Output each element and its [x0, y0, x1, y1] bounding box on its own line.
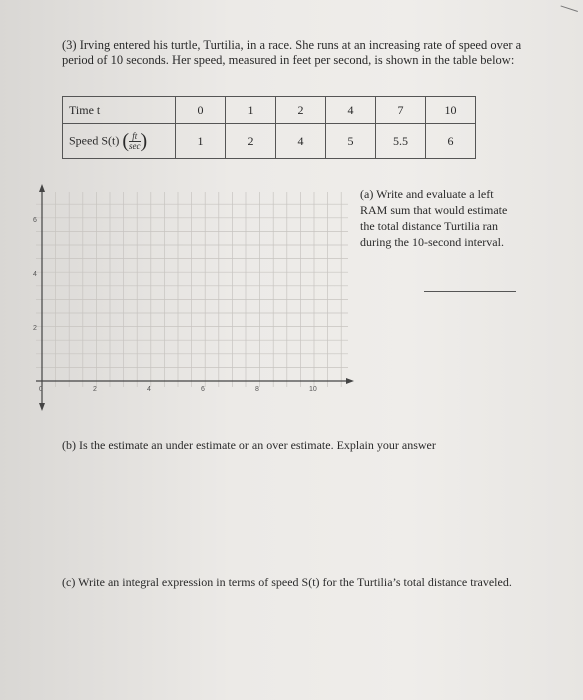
time-cell: 0: [176, 97, 226, 124]
unit-denominator: sec: [129, 140, 141, 151]
speed-label: Speed S(t): [69, 132, 120, 147]
problem-text: (3) Irving entered his turtle, Turtilia, in a race. She runs at an increasing rate of speed over a period of 10 seconds. Her speed, measured in feet per second, is shown in the table below:: [62, 38, 522, 67]
x-tick-label: 0: [39, 386, 43, 393]
time-row: [63, 97, 476, 124]
blank-graph-grid: [30, 180, 360, 415]
x-tick-label: 4: [147, 386, 151, 393]
time-label: Time t: [63, 97, 176, 124]
x-tick-labels: [39, 386, 317, 393]
question-c: (c) Write an integral expression in terms of speed S(t) for the Turtilia’s total distance traveled.: [62, 575, 512, 589]
pen-mark: [558, 5, 578, 19]
time-cell: 4: [326, 97, 376, 124]
unit-numerator: ft: [129, 132, 141, 142]
y-tick-label: 2: [33, 325, 37, 332]
question-a: (a) Write and evaluate a left RAM sum that would estimate the total distance Turtilia ran during the 10-second interval.: [360, 187, 508, 249]
x-axis-arrow: [346, 378, 354, 384]
problem-intro: [62, 38, 532, 68]
y-tick-label: 4: [33, 271, 37, 278]
speed-cell: 6: [426, 124, 476, 159]
grid-lines: [36, 192, 348, 387]
answer-line[interactable]: [424, 291, 516, 292]
time-cell: 1: [226, 97, 276, 124]
y-axis-arrow-down: [39, 403, 45, 411]
unit-fraction: [129, 132, 141, 151]
x-tick-label: 2: [93, 386, 97, 393]
y-tick-labels: [33, 217, 37, 332]
speed-cell: 1: [176, 124, 226, 159]
x-tick-label: 8: [255, 386, 259, 393]
y-tick-label: 6: [33, 217, 37, 224]
time-cell: 7: [376, 97, 426, 124]
speed-cell: 5.5: [376, 124, 426, 159]
speed-label-cell: Speed S(t) ( $\frac{ft}{\sec}$ ): [63, 124, 176, 159]
question-b: (b) Is the estimate an under estimate or an over estimate. Explain your answer: [62, 438, 436, 452]
speed-table: [62, 96, 476, 159]
speed-row: [63, 124, 476, 159]
time-cell: 10: [426, 97, 476, 124]
x-tick-label: 6: [201, 386, 205, 393]
x-tick-label: 10: [309, 386, 317, 393]
y-axis-arrow-up: [39, 184, 45, 192]
time-cell: 2: [276, 97, 326, 124]
speed-cell: 5: [326, 124, 376, 159]
speed-cell: 2: [226, 124, 276, 159]
speed-cell: 4: [276, 124, 326, 159]
